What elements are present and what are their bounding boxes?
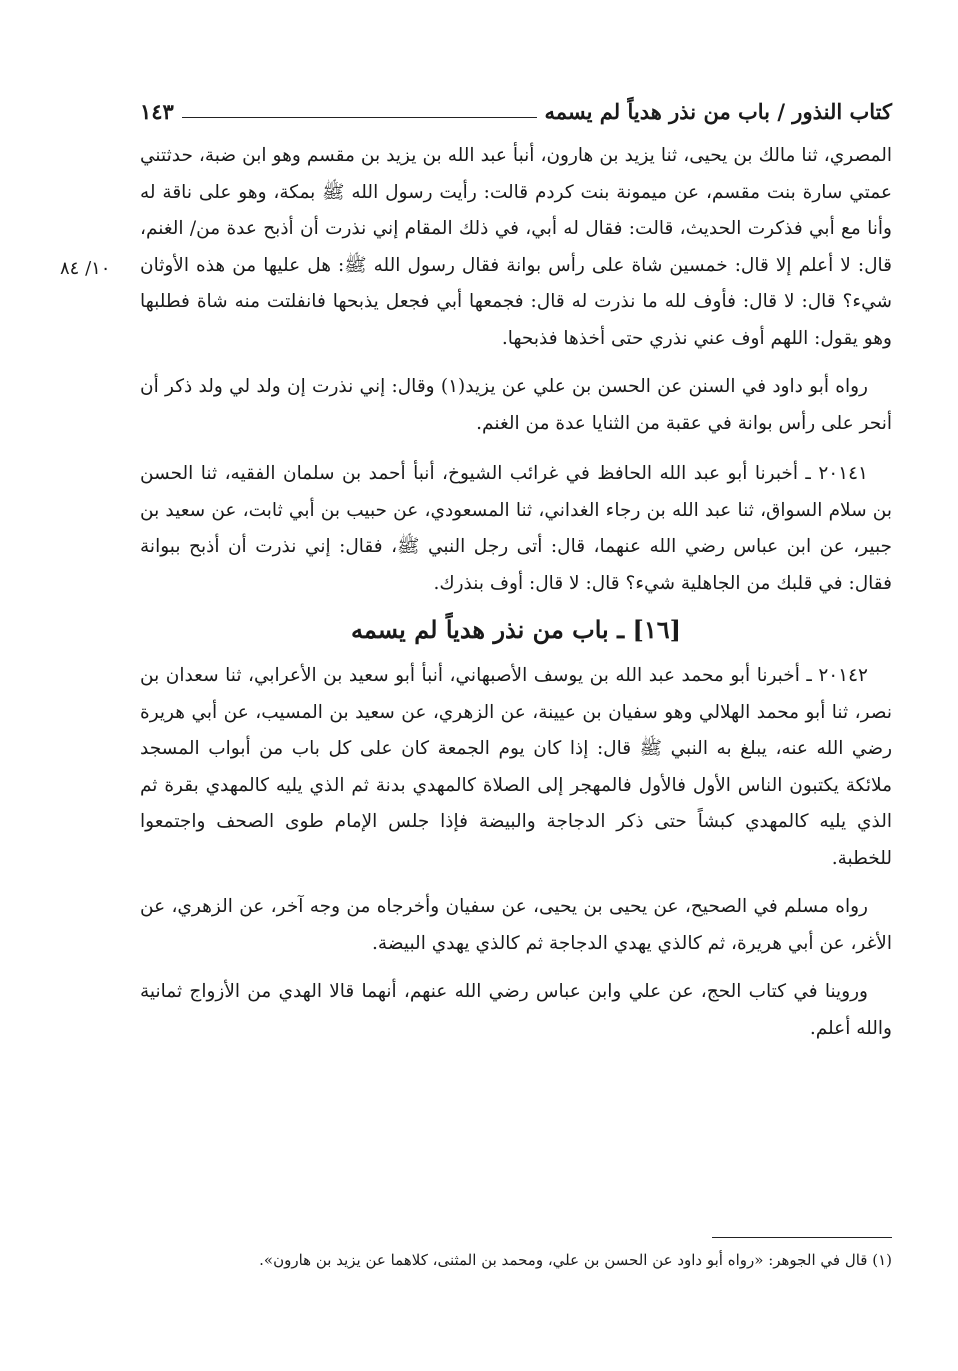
paragraph-abu-dawud-note: رواه أبو داود في السنن عن الحسن بن علي عن يزيد(١) وقال: إني نذرت إن ولد لي ولد ذكر أن أنحر على رأس بوانة في عقبة من الثنايا عدة من الغنم. <box>140 376 892 434</box>
main-text <box>140 138 892 1047</box>
paragraph-hadith-20142: ٢٠١٤٢ ـ أخبرنا أبو محمد عبد الله بن يوسف الأصبهاني، أنبأ أبو سعيد بن الأعرابي، ثنا سعدان بن نصر، ثنا أبو محمد الهلالي وهو سفيان بن عيينة، عن الزهري، عن سعيد بن المسيب، عن أبي هريرة رضي الله عنه، يبلغ به النبي ﷺ قال: إذا كان يوم الجمعة كان على كل باب من أبواب المسجد ملائكة يكتبون الناس الأول فالأول فالمهجر إلى الصلاة كالمهدي بدنة ثم الذي يليه كالمهدي بقرة ثم الذي يليه كالمهدي كبشاً حتى ذكر الدجاجة والبيضة فإذا جلس الإمام طوى الصحف واجتمعوا للخطبة. <box>140 665 892 869</box>
paragraph-kitab-al-hajj-note: وروينا في كتاب الحج، عن علي وابن عباس رضي الله عنهم، أنهما قالا الهدي من الأزواج ثمانية والله أعلم. <box>140 981 892 1039</box>
paragraph-hadith-20141: ٢٠١٤١ ـ أخبرنا أبو عبد الله الحافظ في غرائب الشيوخ، أنبأ أحمد بن سلمان الفقيه، ثنا الحسن بن سلام السواق، ثنا عبد الله بن رجاء الغداني، ثنا المسعودي، عن حبيب بن أبي ثابت، عن سعيد بن جبير، عن ابن عباس رضي الله عنهما، قال: أتى رجل النبي ﷺ، فقال: إني نذرت أن أذبح ببوانة فقال: في قلبك من الجاهلية شيء؟ قال: لا قال: أوف بنذرك. <box>140 463 892 594</box>
footnote-rule <box>712 1237 892 1238</box>
paragraph-hadith-continuation: المصري، ثنا مالك بن يحيى، ثنا يزيد بن هارون، أنبأ عبد الله بن يزيد بن مقسم وهو ابن ضبة، حدثتني عمتي سارة بنت مقسم، عن ميمونة بنت كردم قالت: رأيت رسول الله ﷺ بمكة، وهو على ناقة له وأنا مع أبي فذكرت الحديث، قالت: فقال له أبي، في ذلك المقام إني نذرت أن أذبح عدة من/ الغنم، قال: لا أعلم إلا قال: خمسين شاة على رأس بوانة فقال رسول الله ﷺ: هل عليها من هذه الأوثان شيء؟ قال: لا قال: فأوف لله ما نذرت له قال: فجمعها أبي فجعل يذبحها فانفلتت منه شاة فطلبها وهو يقول: اللهم أوف عني نذري حتى أخذها فذبحها. <box>140 145 892 349</box>
header-title: كتاب النذور / باب من نذر هدياً لم يسمه <box>544 99 892 124</box>
header-rule <box>182 117 537 118</box>
page-number: ١٤٣ <box>140 99 174 124</box>
footnote: (١) قال في الجوهر: «رواه أبو داود عن الحسن بن علي، ومحمد بن المثنى، كلاهما عن يزيد بن هارون». <box>259 1251 892 1269</box>
running-header <box>140 88 892 124</box>
paragraph-muslim-note: رواه مسلم في الصحيح، عن يحيى بن يحيى، عن سفيان وأخرجاه من وجه آخر، عن الزهري، عن الأغر، عن أبي هريرة، ثم كالذي يهدي الدجاجة ثم كالذي يهدي البيضة. <box>140 896 892 954</box>
margin-reference: ١٠/ ٨٤ <box>60 258 111 279</box>
section-heading: [١٦] ـ باب من نذر هدياً لم يسمه <box>351 615 681 644</box>
